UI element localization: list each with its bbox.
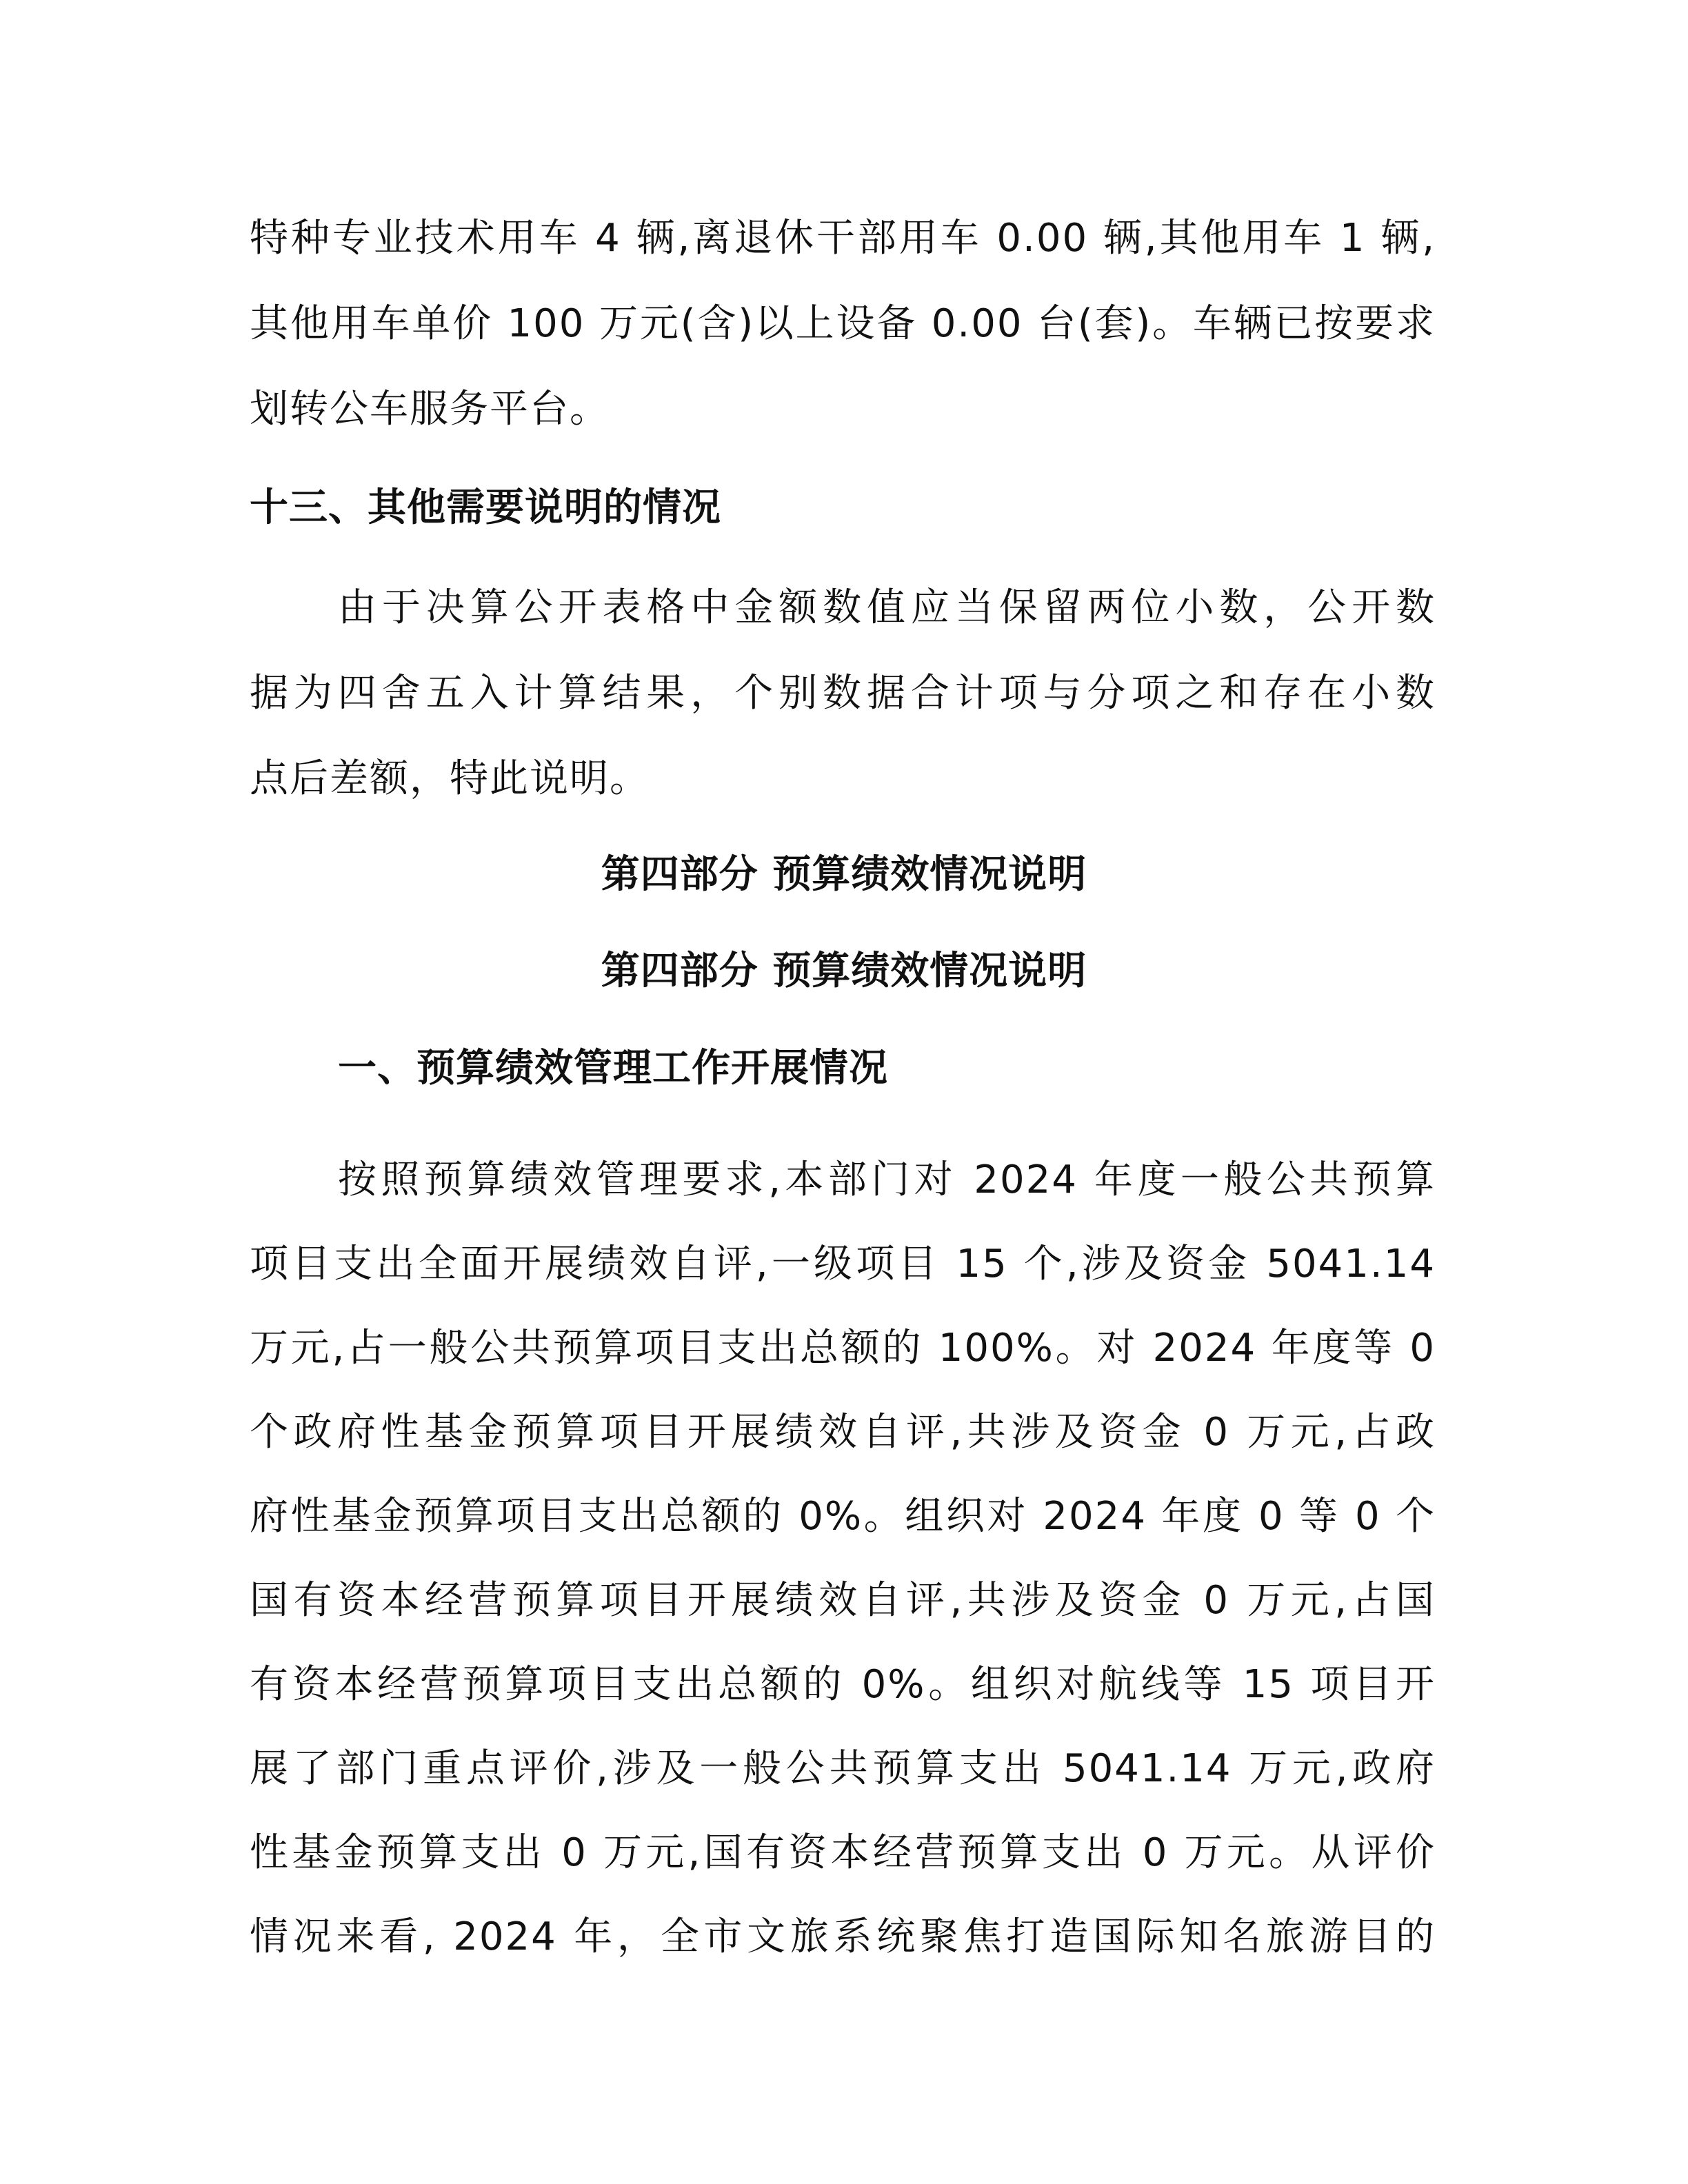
part-four-title: 第四部分 预算绩效情况说明 (601, 851, 1087, 897)
vehicle-paragraph-line-1: 特种专业技术用车 4 辆,离退休干部用车 0.00 辆,其他用车 1 辆, (250, 216, 1436, 261)
performance-paragraph-line-8: 展了部门重点评价,涉及一般公共预算支出 5041.14 万元,政府 (250, 1746, 1436, 1791)
rounding-paragraph-line-2: 据为四舍五入计算结果，个别数据合计项与分项之和存在小数 (250, 671, 1436, 716)
performance-paragraph-line-2: 项目支出全面开展绩效自评,一级项目 15 个,涉及资金 5041.14 (250, 1242, 1436, 1286)
rounding-paragraph-line-1: 由于决算公开表格中金额数值应当保留两位小数，公开数 (338, 585, 1436, 630)
part-four-title-repeat: 第四部分 预算绩效情况说明 (601, 948, 1087, 993)
performance-paragraph-line-7: 有资本经营预算项目支出总额的 0%。组织对航线等 15 项目开 (250, 1662, 1436, 1707)
performance-paragraph-line-9: 性基金预算支出 0 万元,国有资本经营预算支出 0 万元。从评价 (250, 1830, 1436, 1875)
performance-paragraph-line-1: 按照预算绩效管理要求,本部门对 2024 年度一般公共预算 (338, 1157, 1436, 1202)
vehicle-paragraph-line-2: 其他用车单价 100 万元(含)以上设备 0.00 台(套)。车辆已按要求 (250, 301, 1436, 346)
subsection-heading-performance-management: 一、预算绩效管理工作开展情况 (338, 1046, 888, 1091)
performance-paragraph-line-6: 国有资本经营预算项目开展绩效自评,共涉及资金 0 万元,占国 (250, 1578, 1436, 1623)
performance-paragraph-line-4: 个政府性基金预算项目开展绩效自评,共涉及资金 0 万元,占政 (250, 1410, 1436, 1455)
performance-paragraph-line-5: 府性基金预算项目支出总额的 0%。组织对 2024 年度 0 等 0 个 (250, 1494, 1436, 1539)
rounding-paragraph-line-3: 点后差额，特此说明。 (250, 756, 650, 801)
performance-paragraph-line-3: 万元,占一般公共预算项目支出总额的 100%。对 2024 年度等 0 (250, 1326, 1436, 1371)
performance-paragraph-line-10: 情况来看, 2024 年，全市文旅系统聚焦打造国际知名旅游目的 (250, 1914, 1436, 1959)
vehicle-paragraph-line-3: 划转公车服务平台。 (250, 387, 610, 432)
section-heading-other-notes: 十三、其他需要说明的情况 (250, 485, 721, 530)
